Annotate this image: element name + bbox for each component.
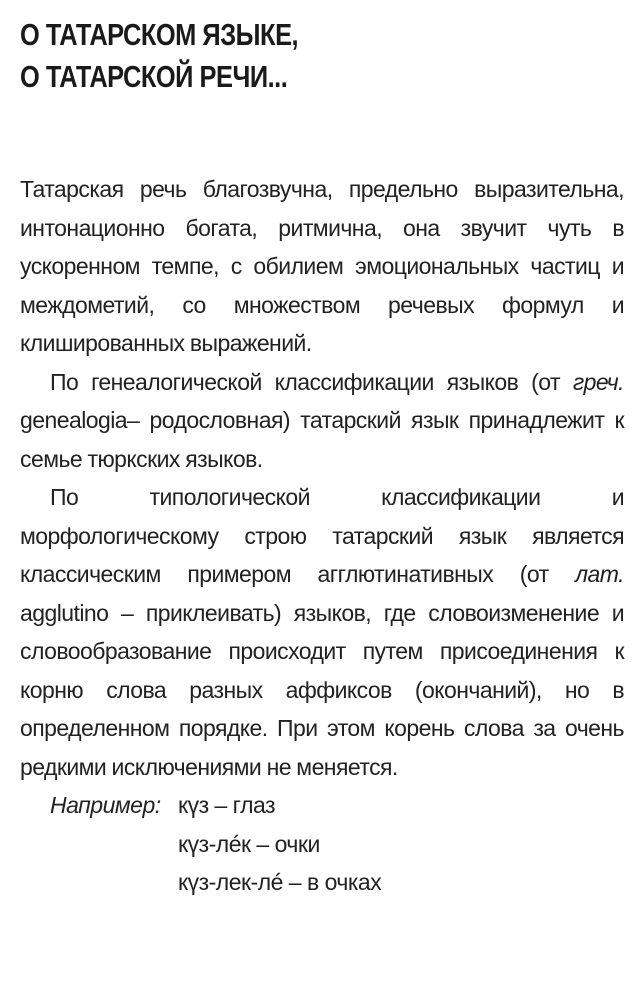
example-line: күз-лéк – очки (178, 830, 320, 857)
abbr-greek: греч. (572, 368, 624, 395)
example-label: Например: (50, 792, 161, 818)
paragraph-genealogy-start: По генеалогической классификации языков (от (50, 368, 573, 395)
paragraph-typology-start: По типологической классификации и морфологическому строю татарский язык является классическим примером агглютинативных (от (20, 484, 624, 587)
example-row (20, 863, 624, 902)
paragraph-typology (20, 478, 624, 786)
example-row (20, 825, 624, 864)
example-line: күз-лек-лé – в очках (178, 869, 382, 895)
page-title (20, 14, 594, 98)
paragraph-genealogy-end: genealogia– родословная) татарский язык принадлежит к семье тюркских языков. (20, 407, 624, 472)
title-line-2: О ТАТАРСКОЙ РЕЧИ... (20, 59, 288, 94)
example-block (20, 786, 624, 902)
example-row (20, 786, 624, 825)
title-line-1: О ТАТАРСКОМ ЯЗЫКЕ, (20, 17, 299, 52)
paragraph-typology-end: agglutino – приклеивать) языков, где словоизменение и словообразование происходит путем присоединения к корню слова разных аффиксов (окончаний), но в определенном порядке. При этом корень слова за очень редкими исключениями не меняется. (20, 599, 624, 780)
article-body (20, 170, 624, 902)
example-line: күз – глаз (178, 792, 276, 818)
paragraph-speech: Татарская речь благозвучна, предельно выразительна, интонационно богата, ритмична, она звучит чуть в ускоренном темпе, с обилием эмоциональных частиц и междометий, со множеством речевых формул и клишированных выражений. (20, 176, 624, 356)
paragraph-genealogy (20, 363, 624, 479)
abbr-latin: лат. (575, 561, 624, 587)
